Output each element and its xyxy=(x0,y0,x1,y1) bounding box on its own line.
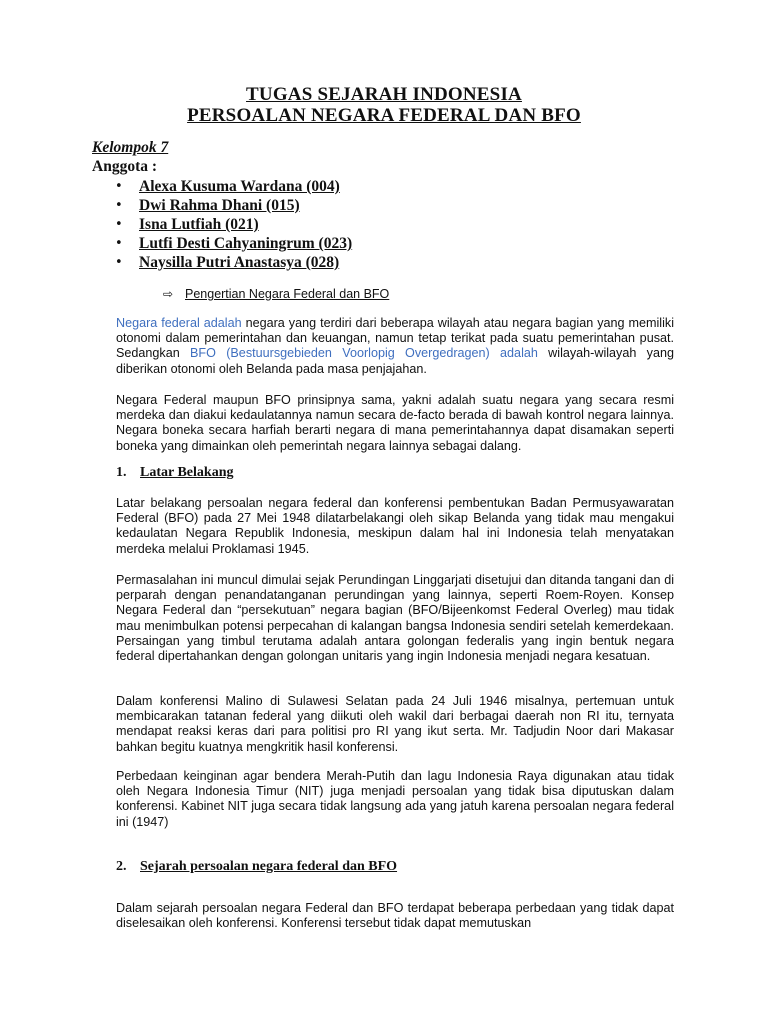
definition-paragraph-1 xyxy=(116,316,674,377)
document-title-line-2: PERSOALAN NEGARA FEDERAL DAN BFO xyxy=(187,105,581,126)
arrow-right-icon: ⇨ xyxy=(163,287,174,301)
list-item xyxy=(92,253,692,272)
list-item xyxy=(92,215,692,234)
members-label: Anggota : xyxy=(92,158,158,175)
member-name: Naysilla Putri Anastasya (028) xyxy=(139,254,340,271)
member-name: Isna Lutfiah (021) xyxy=(139,216,259,233)
section-1-heading xyxy=(116,464,233,481)
section-number: 2. xyxy=(116,859,127,874)
group-label: Kelompok 7 xyxy=(92,139,169,156)
section-2-paragraph-1: Dalam sejarah persoalan negara Federal dan BFO terdapat beberapa perbedaan yang tidak dapat diselesaikan oleh konferensi. Konferensi tersebut tidak dapat memutuskan xyxy=(116,901,674,931)
section-number: 1. xyxy=(116,465,127,480)
member-name: Dwi Rahma Dhani (015) xyxy=(139,197,300,214)
definition-term-federal: Negara federal adalah xyxy=(116,316,242,330)
section-2-heading xyxy=(116,858,397,875)
definition-text: negara yang terdiri dari beberapa wilayah atau negara bagian yang memiliki otonomi dalam pemerintahan dan keuangan, namun tetap terikat pada suatu pemerintahan pusat. Sedangkan xyxy=(116,316,674,361)
member-name: Lutfi Desti Cahyaningrum (023) xyxy=(139,235,353,252)
section-1-paragraph-2: Permasalahan ini muncul dimulai sejak Perundingan Linggarjati disetujui dan ditanda tangani dan di perparah dengan penandatanganan perundingan yang lainnya, seperti Roem-Royen. Konsep Negara Federal dan “persekutuan” negara bagian (BFO/Bijeenkomst Federal Overleg) mau tidak mau menimbulkan potensi perpecahan di kalangan bangsa Indonesia sendiri setelah kemerdekaan. Persaingan yang timbul terutama adalah antara golongan federalis yang ingin bentuk negara federal dipertahankan dengan golongan unitaris yang ingin Indonesia menjadi negara kesatuan. xyxy=(116,573,674,664)
definition-heading xyxy=(163,286,389,302)
definition-text: wilayah-wilayah yang diberikan otonomi oleh Belanda pada masa penjajahan. xyxy=(116,346,674,376)
list-item xyxy=(92,196,692,215)
section-title: Sejarah persoalan negara federal dan BFO xyxy=(140,859,398,874)
definition-heading-text: Pengertian Negara Federal dan BFO xyxy=(185,287,390,301)
group-block xyxy=(92,138,692,272)
section-title: Latar Belakang xyxy=(140,465,234,480)
list-item xyxy=(92,234,692,253)
member-name: Alexa Kusuma Wardana (004) xyxy=(139,178,340,195)
definition-paragraph-2: Negara Federal maupun BFO prinsipnya sama, yakni adalah suatu negara yang secara resmi merdeka dan diakui kedaulatannya namun secara de-facto berada di bawah kontrol negara lainnya. Negara boneka secara harfiah berarti negara di mana pemerintahannya dapat disamakan seperti boneka yang dimainkan oleh pemerintah negara lainnya sebagai dalang. xyxy=(116,393,674,453)
section-1-paragraph-1: Latar belakang persoalan negara federal dan konferensi pembentukan Badan Permusyawaratan Federal (BFO) pada 27 Mei 1948 dilatarbelakangi oleh sikap Belanda yang tidak mau mengakui kedaulatan Negara Republik Indonesia, meskipun dalam hal ini Indonesia telah menyatakan merdeka melalui Proklamasi 1945. xyxy=(116,496,674,556)
title-block xyxy=(0,84,768,126)
list-item xyxy=(92,177,692,196)
section-1-paragraph-4: Perbedaan keinginan agar bendera Merah-Putih dan lagu Indonesia Raya digunakan atau tidak oleh Negara Indonesia Timur (NIT) juga menjadi persoalan yang tidak bisa diputuskan dalam konferensi. Kabinet NIT juga secara tidak langsung ada yang jatuh karena persoalan negara federal ini (1947) xyxy=(116,769,674,829)
members-list xyxy=(92,177,692,272)
section-1-paragraph-3: Dalam konferensi Malino di Sulawesi Selatan pada 24 Juli 1946 misalnya, pertemuan untuk membicarakan tatanan federal yang diikuti oleh wakil dari berbagai daerah non RI itu, ternyata mendapat reaksi keras dari para politisi pro RI yang ikut serta. Mr. Tadjudin Noor dari Makasar bahkan begitu kuatnya mengkritik hasil konferensi. xyxy=(116,694,674,754)
document-title-line-1: TUGAS SEJARAH INDONESIA xyxy=(246,84,522,105)
definition-term-bfo: BFO (Bestuursgebieden Voorlopig Overgedragen) adalah xyxy=(190,346,538,361)
